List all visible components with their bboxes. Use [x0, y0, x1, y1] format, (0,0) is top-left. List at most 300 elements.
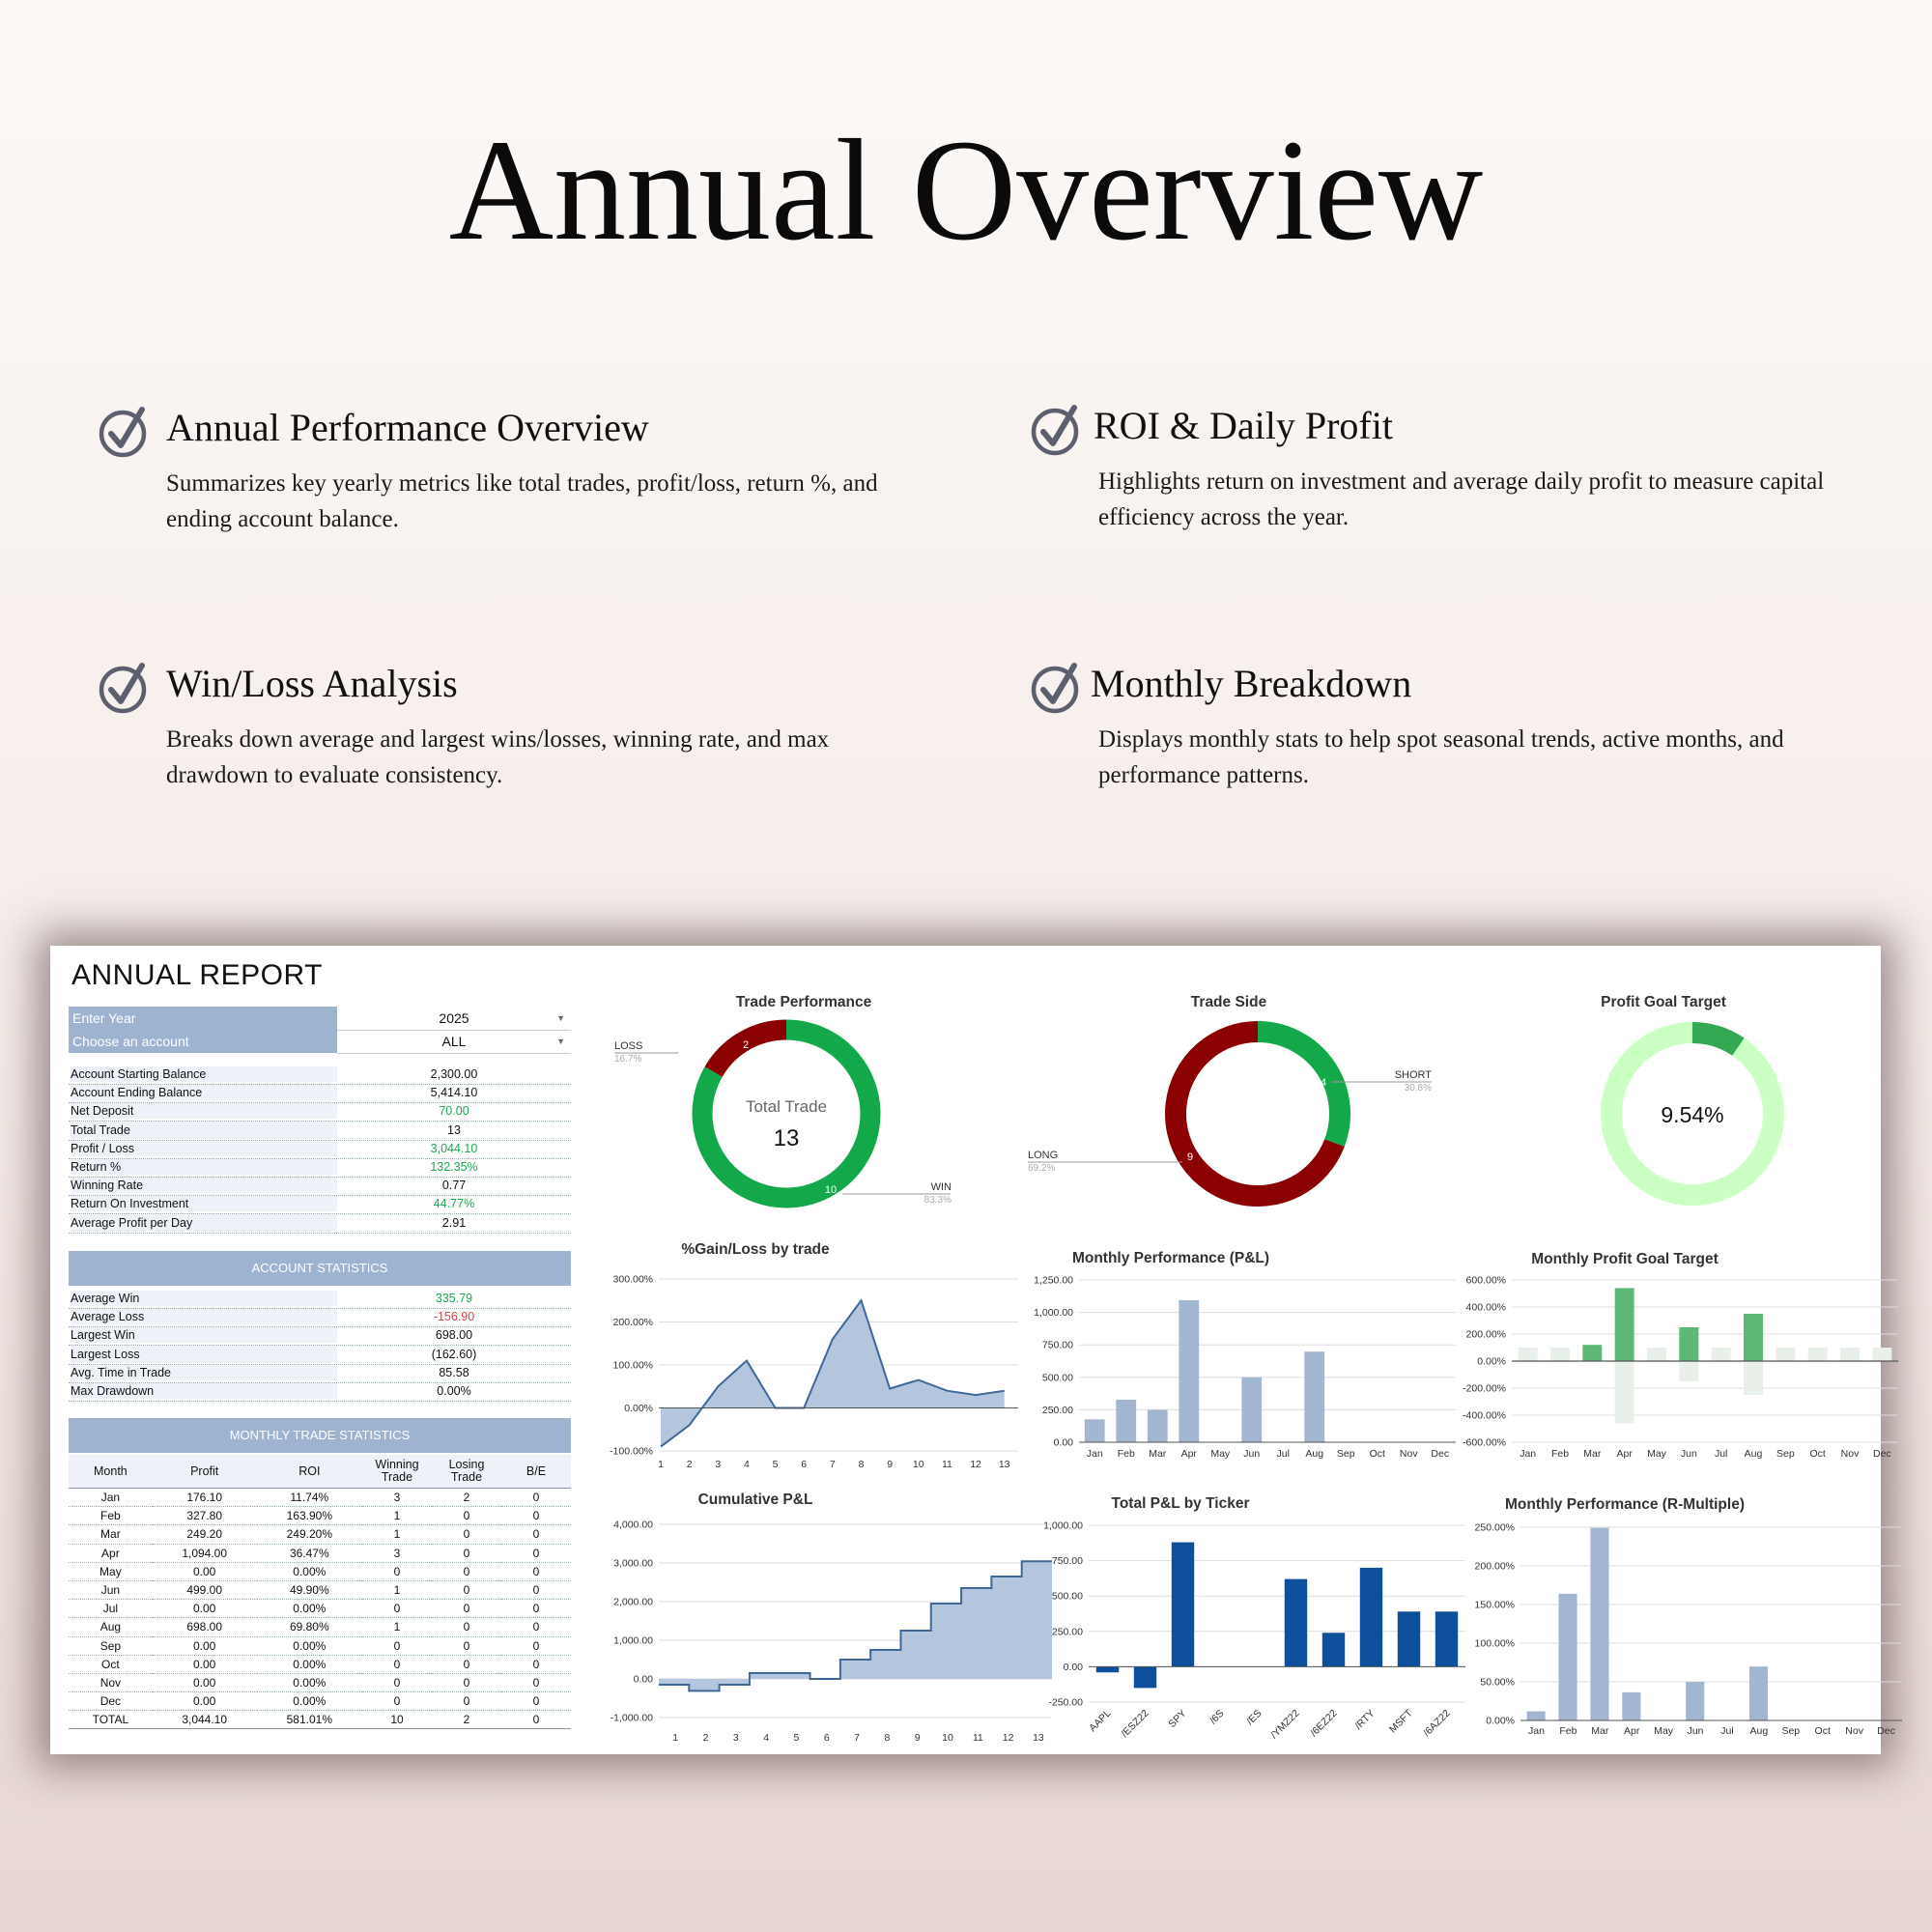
- y-tick-label: -250.00: [1048, 1696, 1083, 1709]
- stat-row: [69, 1346, 571, 1365]
- y-tick-label: -600.00%: [1463, 1436, 1506, 1449]
- donut-slice-short: [1258, 1032, 1340, 1143]
- legend-pct-short: 30.8%: [1404, 1083, 1432, 1094]
- x-tick-label: /RTY: [1352, 1707, 1378, 1732]
- bar: [1134, 1666, 1156, 1688]
- x-tick-label: /ESZ22: [1119, 1707, 1151, 1740]
- table-row: [69, 1655, 571, 1673]
- bar: [1304, 1351, 1324, 1442]
- table-cell: 499.00: [153, 1580, 257, 1599]
- x-tick-label: Feb: [1117, 1448, 1135, 1460]
- bar-target: [1712, 1348, 1731, 1361]
- stat-value: 85.58: [439, 1365, 469, 1379]
- table-cell: 0.00%: [257, 1636, 362, 1655]
- y-tick-label: 500.00: [1041, 1372, 1073, 1384]
- stat-row: [69, 1065, 571, 1085]
- stat-label: Avg. Time in Trade: [71, 1365, 337, 1380]
- bar: [1172, 1543, 1194, 1667]
- y-tick-label: -200.00%: [1463, 1382, 1506, 1395]
- bar: [1435, 1611, 1458, 1666]
- table-cell: 0: [501, 1489, 571, 1507]
- feature-description: Highlights return on investment and average daily profit to measure capital efficiency across the year.: [1098, 469, 1825, 530]
- x-tick-label: 2: [686, 1459, 693, 1470]
- stat-row: [69, 1140, 571, 1159]
- x-tick-label: 7: [829, 1459, 836, 1470]
- table-cell: 0.00: [153, 1636, 257, 1655]
- feature-title: Annual Performance Overview: [166, 406, 649, 449]
- table-row: [69, 1562, 571, 1580]
- table-row: [69, 1489, 571, 1507]
- y-tick-label: 2,000.00: [613, 1596, 653, 1608]
- stat-value: 44.77%: [433, 1197, 475, 1211]
- x-tick-label: Oct: [1814, 1725, 1831, 1737]
- bar-actual: [1582, 1345, 1602, 1361]
- bar-target: [1808, 1348, 1828, 1361]
- check-circle-icon: [1029, 660, 1085, 716]
- table-cell: 0: [432, 1692, 501, 1711]
- bar: [1622, 1692, 1640, 1720]
- table-cell: Dec: [69, 1692, 153, 1711]
- table-cell: 0: [362, 1673, 432, 1691]
- table-cell: Jun: [69, 1580, 153, 1599]
- y-tick-label: 0.00: [633, 1673, 653, 1686]
- y-tick-label: 200.00%: [612, 1317, 653, 1328]
- bar: [1148, 1410, 1168, 1442]
- stat-row: [69, 1084, 571, 1103]
- legend-label-win: WIN: [930, 1181, 952, 1193]
- column-header: Month: [69, 1455, 153, 1489]
- table-cell: 1: [362, 1580, 432, 1599]
- account-statistics-header: ACCOUNT STATISTICS: [69, 1251, 571, 1286]
- bar-remaining: [1679, 1361, 1698, 1381]
- stat-row: [69, 1364, 571, 1383]
- x-tick-label: 6: [801, 1459, 808, 1470]
- monthly-statistics-table: [69, 1455, 571, 1729]
- x-tick-label: Apr: [1180, 1448, 1197, 1460]
- table-cell: 69.80%: [257, 1618, 362, 1636]
- chart-title-trade-side: Trade Side: [1190, 994, 1267, 1010]
- table-cell: 10: [362, 1711, 432, 1729]
- x-tick-label: 12: [970, 1459, 981, 1470]
- y-tick-label: -100.00%: [610, 1445, 653, 1458]
- page-title: Annual Overview: [448, 110, 1484, 270]
- y-tick-label: -1,000.00: [610, 1712, 653, 1724]
- stat-label: Average Loss: [71, 1309, 337, 1324]
- table-cell: Apr: [69, 1544, 153, 1562]
- table-cell: 0: [432, 1636, 501, 1655]
- monthly-statistics-header: MONTHLY TRADE STATISTICS: [69, 1418, 571, 1453]
- table-cell: 1: [362, 1525, 432, 1544]
- chart-title-cumulative-pl: Cumulative P&L: [697, 1492, 813, 1508]
- table-cell: 698.00: [153, 1618, 257, 1636]
- x-tick-label: 1: [658, 1459, 664, 1470]
- slice-count-loss: 2: [742, 1039, 750, 1051]
- table-cell: 0.00: [153, 1692, 257, 1711]
- chart-title-gain-loss: %Gain/Loss by trade: [681, 1241, 830, 1258]
- x-tick-label: MSFT: [1386, 1707, 1415, 1736]
- account-label: Choose an account: [69, 1030, 337, 1053]
- table-cell: 0: [432, 1600, 501, 1618]
- x-tick-label: Oct: [1369, 1448, 1385, 1460]
- stat-row: [69, 1326, 571, 1346]
- table-cell: 1: [362, 1507, 432, 1525]
- stat-value: 2,300.00: [430, 1067, 478, 1081]
- table-row: [69, 1673, 571, 1691]
- table-cell: 0.00%: [257, 1562, 362, 1580]
- table-cell: Jul: [69, 1600, 153, 1618]
- monthly-r-bar-chart: [1461, 1516, 1915, 1747]
- y-tick-label: 0.00: [1053, 1436, 1073, 1449]
- feature-title: Monthly Breakdown: [1091, 662, 1412, 705]
- table-cell: 0: [432, 1655, 501, 1673]
- x-tick-label: 12: [1002, 1732, 1014, 1744]
- bar-remaining: [1615, 1361, 1634, 1423]
- bar-target: [1550, 1348, 1570, 1361]
- stat-value: 0.00%: [437, 1384, 471, 1398]
- stat-label: Max Drawdown: [71, 1383, 337, 1399]
- goal-value: 9.54%: [1661, 1102, 1724, 1127]
- y-tick-label: 600.00%: [1465, 1274, 1506, 1287]
- stat-value: 70.00: [439, 1104, 469, 1119]
- feature-description: Summarizes key yearly metrics like total trades, profit/loss, return %, and ending account balance.: [166, 470, 878, 532]
- enter-year-label: Enter Year: [69, 1007, 337, 1030]
- center-value: 13: [773, 1125, 800, 1151]
- table-cell: 0: [362, 1562, 432, 1580]
- x-tick-label: 3: [715, 1459, 722, 1470]
- y-tick-label: 200.00%: [1465, 1328, 1506, 1341]
- dropdown-arrow-icon: ▼: [556, 1037, 565, 1046]
- x-tick-label: Jan: [1527, 1725, 1545, 1737]
- x-tick-label: May: [1210, 1448, 1231, 1460]
- y-tick-label: 100.00%: [1474, 1637, 1515, 1650]
- bar: [1559, 1594, 1577, 1720]
- x-tick-label: Oct: [1809, 1448, 1826, 1460]
- x-tick-label: AAPL: [1087, 1707, 1114, 1735]
- y-tick-label: 1,000.00: [1034, 1307, 1073, 1320]
- stat-row: [69, 1382, 571, 1402]
- table-cell: 0.00: [153, 1562, 257, 1580]
- x-tick-label: Jun: [1243, 1448, 1261, 1460]
- table-cell: 0: [432, 1544, 501, 1562]
- bar: [1179, 1300, 1199, 1442]
- x-tick-label: Feb: [1550, 1448, 1570, 1460]
- table-cell: 0: [432, 1562, 501, 1580]
- table-cell: Oct: [69, 1655, 153, 1673]
- stat-row: [69, 1214, 571, 1234]
- bar: [1096, 1666, 1119, 1672]
- y-tick-label: -400.00%: [1463, 1409, 1506, 1422]
- y-tick-label: 250.00: [1051, 1626, 1083, 1638]
- column-header: B/E: [501, 1455, 571, 1489]
- x-tick-label: 13: [998, 1459, 1010, 1470]
- stat-row: [69, 1102, 571, 1122]
- profit-goal-donut-chart: [1528, 1013, 1857, 1236]
- account-select-value: ALL: [441, 1034, 467, 1049]
- stat-label: Net Deposit: [71, 1103, 337, 1119]
- x-tick-label: 10: [912, 1459, 924, 1470]
- legend-label-short: SHORT: [1394, 1069, 1432, 1081]
- x-tick-label: 2: [702, 1732, 709, 1744]
- column-header: ROI: [257, 1455, 362, 1489]
- stat-label: Largest Loss: [71, 1347, 337, 1362]
- table-cell: May: [69, 1562, 153, 1580]
- table-row: [69, 1618, 571, 1636]
- x-tick-label: Jun: [1687, 1725, 1704, 1737]
- table-cell: Jan: [69, 1489, 153, 1507]
- legend-pct-win: 83.3%: [923, 1195, 952, 1206]
- stat-value: 335.79: [435, 1292, 473, 1305]
- table-cell: 0: [362, 1600, 432, 1618]
- table-cell: 0.00: [153, 1655, 257, 1673]
- table-cell: 0: [501, 1600, 571, 1618]
- x-tick-label: /ES: [1244, 1707, 1264, 1728]
- donut-slice-loss: [714, 1030, 786, 1072]
- x-tick-label: 8: [884, 1732, 891, 1744]
- stat-value: 13: [447, 1122, 461, 1137]
- bar: [1527, 1712, 1546, 1720]
- x-tick-label: Dec: [1872, 1448, 1891, 1460]
- table-cell: 3,044.10: [153, 1711, 257, 1729]
- table-row: [69, 1525, 571, 1544]
- y-tick-label: 150.00%: [1474, 1599, 1515, 1611]
- table-cell: Sep: [69, 1636, 153, 1655]
- x-tick-label: Aug: [1749, 1725, 1769, 1737]
- x-tick-label: /6EZ22: [1308, 1707, 1340, 1740]
- stat-row: [69, 1177, 571, 1196]
- account-select[interactable]: [337, 1030, 571, 1054]
- stat-value: 0.77: [441, 1179, 467, 1193]
- year-select[interactable]: [337, 1007, 571, 1031]
- table-row: [69, 1711, 571, 1729]
- stat-value: 3,044.10: [430, 1141, 478, 1155]
- table-cell: 0: [501, 1655, 571, 1673]
- x-tick-label: 8: [858, 1459, 865, 1470]
- bar-actual: [1679, 1327, 1698, 1361]
- stat-row: [69, 1308, 571, 1327]
- trade-performance-donut-chart: [601, 1013, 968, 1236]
- table-cell: 0.00%: [257, 1673, 362, 1691]
- table-cell: 327.80: [153, 1507, 257, 1525]
- pl-by-ticker-bar-chart: [1021, 1516, 1475, 1754]
- slice-count-win: 10: [824, 1184, 838, 1196]
- x-tick-label: Sep: [1776, 1448, 1795, 1460]
- table-cell: 0: [501, 1525, 571, 1544]
- table-cell: 0.00%: [257, 1692, 362, 1711]
- table-cell: 0: [501, 1692, 571, 1711]
- area-fill: [659, 1561, 1052, 1690]
- y-tick-label: 750.00: [1051, 1555, 1083, 1568]
- x-tick-label: May: [1647, 1448, 1666, 1460]
- x-tick-label: Jan: [1520, 1448, 1537, 1460]
- bar: [1749, 1666, 1768, 1720]
- column-header: Winning Trade: [362, 1455, 432, 1489]
- table-cell: 0: [432, 1580, 501, 1599]
- table-cell: 176.10: [153, 1489, 257, 1507]
- table-cell: 0: [501, 1507, 571, 1525]
- table-cell: 0: [432, 1673, 501, 1691]
- report-title: ANNUAL REPORT: [71, 959, 323, 991]
- x-tick-label: 9: [914, 1732, 921, 1744]
- table-row: [69, 1600, 571, 1618]
- bar: [1398, 1611, 1420, 1666]
- chart-title-monthly-goal: Monthly Profit Goal Target: [1531, 1251, 1719, 1267]
- x-tick-label: 3: [732, 1732, 739, 1744]
- bar: [1590, 1528, 1608, 1720]
- y-tick-label: 50.00%: [1480, 1676, 1515, 1689]
- y-tick-label: 4,000.00: [613, 1519, 653, 1531]
- x-tick-label: Jul: [1720, 1725, 1734, 1737]
- chart-title-trade-performance: Trade Performance: [735, 994, 872, 1010]
- bar: [1686, 1682, 1704, 1720]
- bar-actual: [1744, 1314, 1763, 1361]
- monthly-pl-bar-chart: [1021, 1264, 1465, 1487]
- x-tick-label: 7: [854, 1732, 860, 1744]
- table-cell: 1: [362, 1618, 432, 1636]
- table-cell: 0: [432, 1507, 501, 1525]
- legend-pct-long: 69.2%: [1028, 1163, 1056, 1174]
- x-tick-label: Jul: [1714, 1448, 1728, 1460]
- enter-year-row: [69, 1007, 571, 1030]
- gain-loss-area-chart: [601, 1260, 1036, 1482]
- column-header: Losing Trade: [432, 1455, 501, 1489]
- bar-target: [1776, 1348, 1795, 1361]
- x-tick-label: 4: [763, 1732, 770, 1744]
- check-circle-icon: [1029, 402, 1085, 458]
- x-tick-label: /6S: [1207, 1707, 1227, 1727]
- y-tick-label: 100.00%: [612, 1359, 653, 1372]
- table-cell: 163.90%: [257, 1507, 362, 1525]
- x-tick-label: Jan: [1086, 1448, 1103, 1460]
- stat-label: Winning Rate: [71, 1178, 337, 1193]
- x-tick-label: 5: [772, 1459, 779, 1470]
- bar-target: [1519, 1348, 1538, 1361]
- stat-label: Return On Investment: [71, 1196, 337, 1211]
- x-tick-label: May: [1654, 1725, 1674, 1737]
- table-cell: 3: [362, 1489, 432, 1507]
- x-tick-label: Mar: [1583, 1448, 1602, 1460]
- annual-report-dashboard: [50, 946, 1895, 1754]
- x-tick-label: Sep: [1781, 1725, 1801, 1737]
- x-tick-label: 9: [887, 1459, 894, 1470]
- x-tick-label: 13: [1033, 1732, 1044, 1744]
- table-cell: 2: [432, 1711, 501, 1729]
- chart-title-monthly-r: Monthly Performance (R-Multiple): [1504, 1496, 1745, 1513]
- stat-label: Average Win: [71, 1291, 337, 1306]
- bar-target: [1872, 1348, 1891, 1361]
- account-row: [69, 1030, 571, 1053]
- table-cell: 0: [501, 1711, 571, 1729]
- monthly-goal-bar-chart: [1446, 1264, 1900, 1487]
- x-tick-label: 6: [823, 1732, 830, 1744]
- bar-target: [1840, 1348, 1860, 1361]
- x-tick-label: Nov: [1840, 1448, 1860, 1460]
- y-tick-label: 1,000.00: [1043, 1520, 1083, 1532]
- stat-row: [69, 1195, 571, 1214]
- table-cell: Aug: [69, 1618, 153, 1636]
- x-tick-label: /6AZ22: [1421, 1707, 1453, 1740]
- table-cell: 11.74%: [257, 1489, 362, 1507]
- table-cell: 0: [501, 1673, 571, 1691]
- table-row: [69, 1580, 571, 1599]
- y-tick-label: 750.00: [1041, 1339, 1073, 1351]
- slice-count-long: 9: [1186, 1151, 1194, 1163]
- column-header: Profit: [153, 1455, 257, 1489]
- table-cell: 0.00%: [257, 1655, 362, 1673]
- stat-value: -156.90: [433, 1310, 475, 1324]
- y-tick-label: 200.00%: [1474, 1560, 1515, 1573]
- stat-row: [69, 1158, 571, 1178]
- table-cell: 0: [501, 1544, 571, 1562]
- table-cell: 0.00: [153, 1600, 257, 1618]
- bar-remaining: [1744, 1361, 1763, 1395]
- bar: [1085, 1419, 1105, 1442]
- stat-value: 132.35%: [430, 1160, 478, 1174]
- table-cell: 0: [432, 1618, 501, 1636]
- x-tick-label: Dec: [1431, 1448, 1450, 1460]
- stat-label: Profit / Loss: [71, 1141, 337, 1156]
- table-cell: 249.20: [153, 1525, 257, 1544]
- trade-side-donut-chart: [1026, 1013, 1461, 1236]
- check-circle-icon: [97, 660, 153, 716]
- y-tick-label: 250.00%: [1474, 1521, 1515, 1534]
- x-tick-label: SPY: [1166, 1707, 1189, 1730]
- x-tick-label: 11: [972, 1732, 983, 1744]
- table-cell: 0: [501, 1562, 571, 1580]
- x-tick-label: Nov: [1399, 1448, 1418, 1460]
- table-cell: 581.01%: [257, 1711, 362, 1729]
- x-tick-label: Aug: [1744, 1448, 1763, 1460]
- table-row: [69, 1507, 571, 1525]
- table-cell: 249.20%: [257, 1525, 362, 1544]
- table-cell: TOTAL: [69, 1711, 153, 1729]
- stat-row: [69, 1290, 571, 1309]
- y-tick-label: 1,000.00: [613, 1634, 653, 1647]
- y-tick-label: 0.00%: [1477, 1355, 1506, 1368]
- table-cell: Nov: [69, 1673, 153, 1691]
- chart-title-monthly-pl: Monthly Performance (P&L): [1071, 1250, 1270, 1266]
- stat-label: Return %: [71, 1159, 337, 1175]
- stat-value: 5,414.10: [430, 1086, 478, 1100]
- x-tick-label: Jun: [1680, 1448, 1697, 1460]
- feature-title: ROI & Daily Profit: [1094, 404, 1393, 447]
- x-tick-label: Mar: [1591, 1725, 1609, 1737]
- stat-row: [69, 1122, 571, 1141]
- table-cell: Feb: [69, 1507, 153, 1525]
- slice-count-short: 4: [1320, 1077, 1327, 1089]
- table-cell: 0.00: [153, 1673, 257, 1691]
- stat-value: (162.60): [431, 1347, 477, 1361]
- y-tick-label: 400.00%: [1465, 1301, 1506, 1314]
- table-cell: 0: [432, 1525, 501, 1544]
- bar: [1116, 1400, 1136, 1442]
- stat-label: Average Profit per Day: [71, 1215, 337, 1231]
- table-cell: Mar: [69, 1525, 153, 1544]
- x-tick-label: Feb: [1559, 1725, 1577, 1737]
- check-circle-icon: [97, 404, 153, 460]
- table-cell: 0: [362, 1636, 432, 1655]
- x-tick-label: /YMZ22: [1268, 1707, 1302, 1742]
- bar: [1241, 1378, 1262, 1442]
- legend-label-long: LONG: [1028, 1150, 1059, 1161]
- chart-title-profit-goal: Profit Goal Target: [1601, 994, 1726, 1010]
- x-tick-label: Apr: [1616, 1448, 1633, 1460]
- feature-description: Breaks down average and largest wins/losses, winning rate, and max drawdown to evaluate consistency.: [166, 726, 830, 788]
- x-tick-label: Apr: [1624, 1725, 1640, 1737]
- feature-description: Displays monthly stats to help spot seasonal trends, active months, and performance patterns.: [1098, 726, 1784, 788]
- chart-title-pl-by-ticker: Total P&L by Ticker: [1111, 1495, 1250, 1512]
- dropdown-arrow-icon: ▼: [556, 1013, 565, 1023]
- y-tick-label: 0.00: [1063, 1661, 1083, 1673]
